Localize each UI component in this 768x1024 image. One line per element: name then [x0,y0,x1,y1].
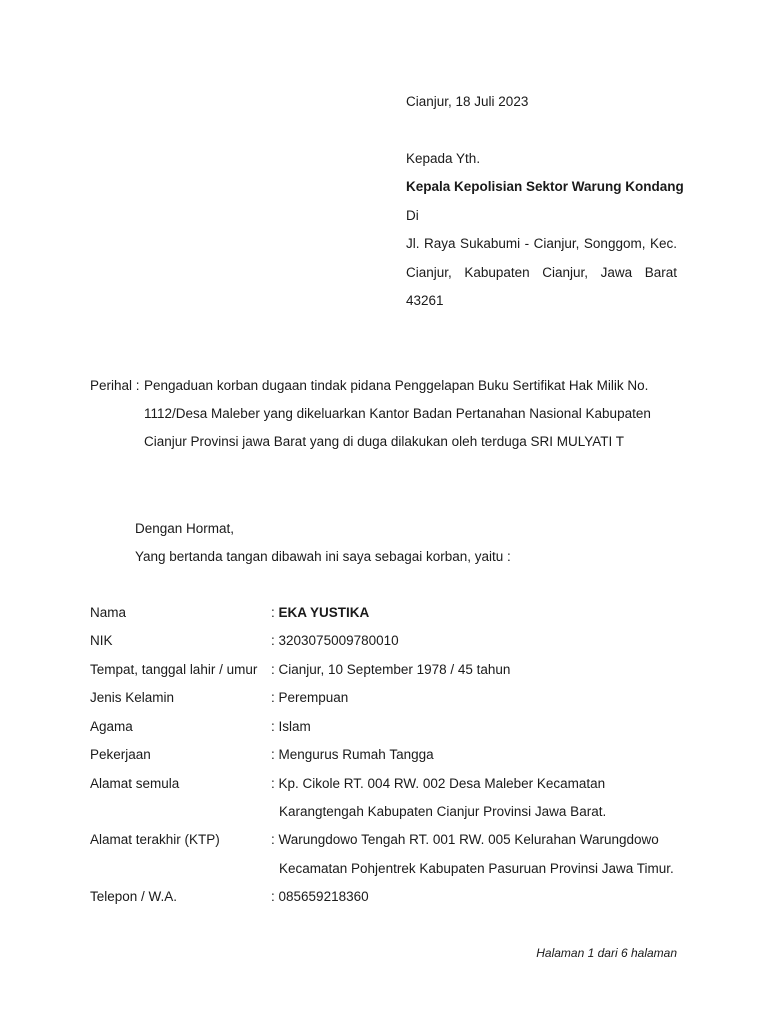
identity-separator: : [271,747,279,762]
subject-line-2: 1112/Desa Maleber yang dikeluarkan Kantor Badan Pertanahan Nasional Kabupaten [144,406,651,421]
subject-line-1: Pengaduan korban dugaan tindak pidana Penggelapan Buku Sertifikat Hak Milik No. [144,378,649,393]
identity-value-text: 085659218360 [278,889,369,904]
letter-date: Cianjur, 18 Juli 2023 [406,94,529,109]
identity-separator: : [271,690,279,705]
identity-label-alamat-semula: Alamat semula [90,776,180,791]
recipient-greeting: Kepada Yth. [406,151,481,166]
identity-label-ttl: Tempat, tanggal lahir / umur [90,662,258,677]
identity-value-telepon [271,889,369,904]
recipient-address-line-1: Jl. Raya Sukabumi - Cianjur, Songgom, Kec. [406,236,677,251]
intro-sentence: Yang bertanda tangan dibawah ini saya sebagai korban, yaitu : [135,549,511,564]
identity-label-agama: Agama [90,719,133,734]
identity-value-text: Kp. Cikole RT. 004 RW. 002 Desa Maleber Kecamatan [278,776,606,791]
identity-value-text: Perempuan [278,690,349,705]
recipient-di: Di [406,208,419,223]
subject-line-3: Cianjur Provinsi jawa Barat yang di duga dilakukan oleh terduga SRI MULYATI T [144,434,624,449]
identity-label-nik: NIK [90,633,113,648]
identity-value-jenis-kelamin [271,690,348,705]
identity-value-text: Cianjur, 10 September 1978 / 45 tahun [278,662,511,677]
identity-separator: : [271,605,279,620]
identity-label-pekerjaan: Pekerjaan [90,747,151,762]
identity-value-agama [271,719,311,734]
recipient-address-line-2: Cianjur, Kabupaten Cianjur, Jawa Barat [406,265,677,280]
recipient-name: Kepala Kepolisian Sektor Warung Kondang [406,179,684,194]
identity-value-alamat-terakhir-cont: Kecamatan Pohjentrek Kabupaten Pasuruan Provinsi Jawa Timur. [279,861,674,876]
identity-value-ttl [271,662,510,677]
identity-value-text: Mengurus Rumah Tangga [278,747,434,762]
identity-value-alamat-semula-cont: Karangtengah Kabupaten Cianjur Provinsi Jawa Barat. [279,804,607,819]
salutation: Dengan Hormat, [135,521,235,536]
identity-value-alamat-semula [271,776,605,791]
identity-label-telepon: Telepon / W.A. [90,889,178,904]
identity-value-nama [271,605,369,620]
identity-separator: : [271,662,279,677]
identity-value-text: Warungdowo Tengah RT. 001 RW. 005 Kelurahan Warungdowo [278,832,659,847]
identity-value-nik [271,633,399,648]
identity-separator: : [271,832,279,847]
identity-separator: : [271,633,279,648]
identity-separator: : [271,889,279,904]
subject-label: Perihal : [90,378,140,393]
identity-separator: : [271,719,279,734]
identity-value-text: EKA YUSTIKA [278,605,370,620]
recipient-address-line-3: 43261 [406,293,444,308]
identity-label-nama: Nama [90,605,127,620]
identity-value-pekerjaan [271,747,434,762]
page-footer: Halaman 1 dari 6 halaman [536,946,677,960]
identity-label-jenis-kelamin: Jenis Kelamin [90,690,175,705]
identity-value-alamat-terakhir [271,832,659,847]
identity-label-alamat-terakhir: Alamat terakhir (KTP) [90,832,220,847]
identity-value-text: 3203075009780010 [278,633,399,648]
identity-value-text: Islam [278,719,311,734]
identity-separator: : [271,776,279,791]
